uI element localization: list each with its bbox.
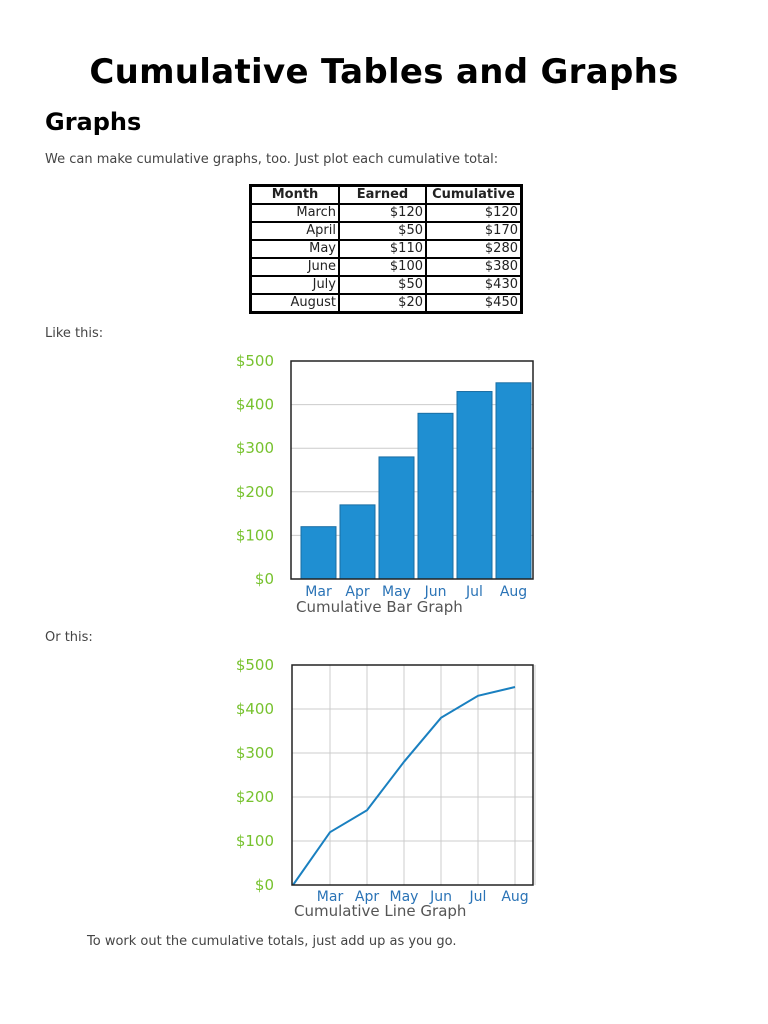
- x-tick-label: Aug: [499, 584, 528, 600]
- bar: [340, 505, 375, 579]
- table-row: [251, 276, 521, 294]
- table-cell-cumulative: $380: [426, 258, 521, 276]
- section-heading: Graphs: [45, 108, 142, 136]
- x-tick-label: May: [382, 584, 411, 600]
- y-tick-label: $200: [235, 788, 274, 806]
- table-cell-cumulative: $450: [426, 294, 521, 312]
- cumulative-line-chart: [0, 650, 768, 930]
- table-cell-month: May: [251, 240, 339, 258]
- table-row: [251, 222, 521, 240]
- y-tick-label: $400: [235, 395, 274, 414]
- column-header-cumulative: Cumulative: [426, 186, 521, 204]
- cumulative-table: [249, 184, 523, 314]
- plot-frame: [292, 665, 533, 885]
- table-cell-month: August: [251, 294, 339, 312]
- x-tick-label: Mar: [305, 584, 332, 600]
- y-tick-label: $300: [235, 744, 274, 762]
- table-cell-month: July: [251, 276, 339, 294]
- bar: [379, 457, 414, 579]
- table-row: [251, 294, 521, 312]
- chart-title: Cumulative Bar Graph: [296, 598, 463, 616]
- table-row: [251, 240, 521, 258]
- table-cell-month: April: [251, 222, 339, 240]
- y-tick-label: $200: [235, 482, 274, 501]
- bar: [301, 527, 336, 579]
- column-header-month: Month: [251, 186, 339, 204]
- x-tick-label: Mar: [316, 889, 344, 905]
- table-row: [251, 258, 521, 276]
- bar: [418, 413, 453, 579]
- column-header-earned: Earned: [339, 186, 426, 204]
- x-tick-label: Apr: [354, 889, 380, 905]
- x-tick-label: May: [389, 889, 419, 905]
- table-cell-earned: $50: [339, 222, 426, 240]
- table-cell-earned: $50: [339, 276, 426, 294]
- y-tick-label: $100: [235, 526, 274, 545]
- y-tick-label: $0: [254, 570, 274, 588]
- y-tick-label: $100: [235, 832, 274, 850]
- table-cell-cumulative: $280: [426, 240, 521, 258]
- table-cell-month: March: [251, 204, 339, 222]
- y-tick-label: $500: [235, 352, 274, 370]
- table-header-row: [251, 186, 521, 204]
- table-cell-cumulative: $430: [426, 276, 521, 294]
- intro-text: We can make cumulative graphs, too. Just plot each cumulative total:: [45, 152, 499, 167]
- chart-title: Cumulative Line Graph: [294, 902, 467, 920]
- or-this-text: Or this:: [45, 630, 93, 645]
- y-tick-label: $500: [235, 656, 274, 674]
- table-cell-earned: $110: [339, 240, 426, 258]
- like-this-text: Like this:: [45, 326, 104, 341]
- bar: [457, 392, 492, 579]
- page-title: Cumulative Tables and Graphs: [89, 52, 679, 92]
- outro-text: To work out the cumulative totals, just add up as you go.: [87, 934, 457, 949]
- x-tick-label: Jul: [469, 889, 487, 905]
- table-cell-cumulative: $120: [426, 204, 521, 222]
- table-cell-earned: $120: [339, 204, 426, 222]
- x-tick-label: Aug: [501, 889, 529, 905]
- table-cell-earned: $20: [339, 294, 426, 312]
- x-tick-label: Jun: [424, 584, 447, 600]
- table-cell-earned: $100: [339, 258, 426, 276]
- y-tick-label: $400: [235, 700, 274, 718]
- x-tick-label: Apr: [345, 584, 370, 600]
- table-row: [251, 204, 521, 222]
- x-tick-label: Jul: [466, 584, 483, 600]
- y-tick-label: $0: [254, 876, 274, 894]
- bar: [496, 383, 531, 579]
- cumulative-bar-chart: [0, 345, 768, 625]
- table-cell-cumulative: $170: [426, 222, 521, 240]
- x-tick-label: Jun: [430, 889, 452, 905]
- table-cell-month: June: [251, 258, 339, 276]
- y-tick-label: $300: [235, 439, 274, 458]
